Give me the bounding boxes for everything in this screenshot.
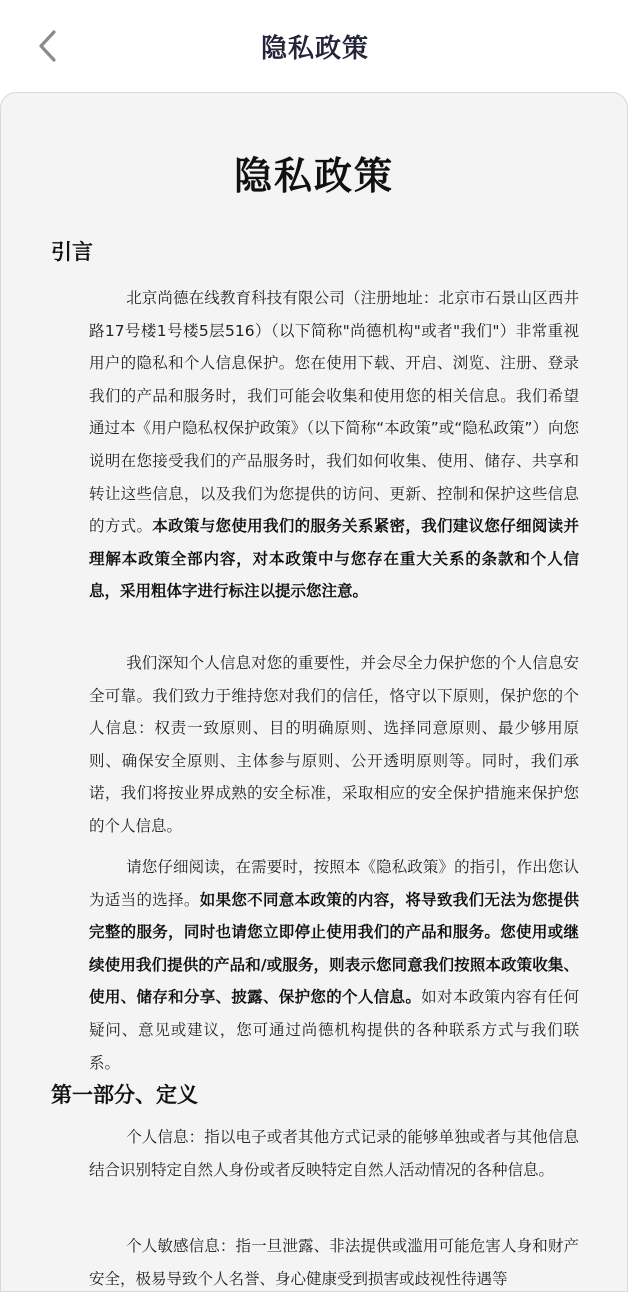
intro-paragraph-3 — [89, 851, 579, 1079]
definition-paragraph-1 — [89, 1121, 579, 1186]
definition-paragraph-2 — [89, 1230, 579, 1292]
document-title: 隐私政策 — [233, 154, 394, 198]
paragraph-bold-text: 如果您不同意本政策的内容，将导致我们无法为您提供完整的服务，同时也请您立即停止使用我们的产品和服务。您使用或继续使用我们提供的产品和/或服务，则表示您同意我们按照本政策收集、使用、储存和分享、披露、保护您的个人信息。 — [89, 890, 579, 1007]
policy-content-card[interactable] — [0, 92, 628, 1292]
intro-paragraph-1 — [89, 282, 579, 608]
top-bar — [0, 0, 630, 92]
paragraph-text: 如对本政策内容有任何疑问、意见或建议，您可通过尚德机构提供的各种联系方式与我们联系。 — [89, 988, 579, 1072]
intro-paragraph-2 — [89, 647, 579, 843]
section-heading-introduction: 引言 — [51, 240, 93, 264]
paragraph-text: 北京尚德在线教育科技有限公司（注册地址：北京市石景山区西井路17号楼1号楼5层516）（以下简称"尚德机构"或者"我们"）非常重视用户的隐私和个人信息保护。您在使用下载、开启、浏览、注册、登录我们的产品和服务时，我们可能会收集和使用您的相关信息。我们希望通过本《用户隐私权保护政策》（以下简称“本政策”或“隐私政策”）向您说明在您接受我们的产品服务时，我们如何收集、使用、储存、共享和转让这些信息，以及我们为您提供的访问、更新、控制和保护这些信息的方式。 — [89, 289, 579, 536]
paragraph-text: 我们深知个人信息对您的重要性，并会尽全力保护您的个人信息安全可靠。我们致力于维持您对我们的信任，恪守以下原则，保护您的个人信息：权责一致原则、目的明确原则、选择同意原则、最少够用原则、确保安全原则、主体参与原则、公开透明原则等。同时，我们承诺，我们将按业界成熟的安全标准，采取相应的安全保护措施来保护您的个人信息。 — [89, 654, 579, 835]
section-heading-definitions: 第一部分、定义 — [51, 1083, 198, 1107]
page-title: 隐私政策 — [260, 34, 369, 64]
paragraph-bold-text: 本政策与您使用我们的服务关系紧密，我们建议您仔细阅读并理解本政策全部内容，对本政策中与您存在重大关系的条款和个人信息，采用粗体字进行标注以提示您注意。 — [89, 517, 579, 601]
paragraph-text: 请您仔细阅读，在需要时，按照本《隐私政策》的指引，作出您认为适当的选择。 — [89, 858, 579, 909]
paragraph-text: 个人敏感信息：指一旦泄露、非法提供或滥用可能危害人身和财产安全，极易导致个人名誉、身心健康受到损害或歧视性待遇等 — [89, 1237, 579, 1288]
paragraph-text: 个人信息：指以电子或者其他方式记录的能够单独或者与其他信息结合识别特定自然人身份或者反映特定自然人活动情况的各种信息。 — [89, 1128, 579, 1179]
